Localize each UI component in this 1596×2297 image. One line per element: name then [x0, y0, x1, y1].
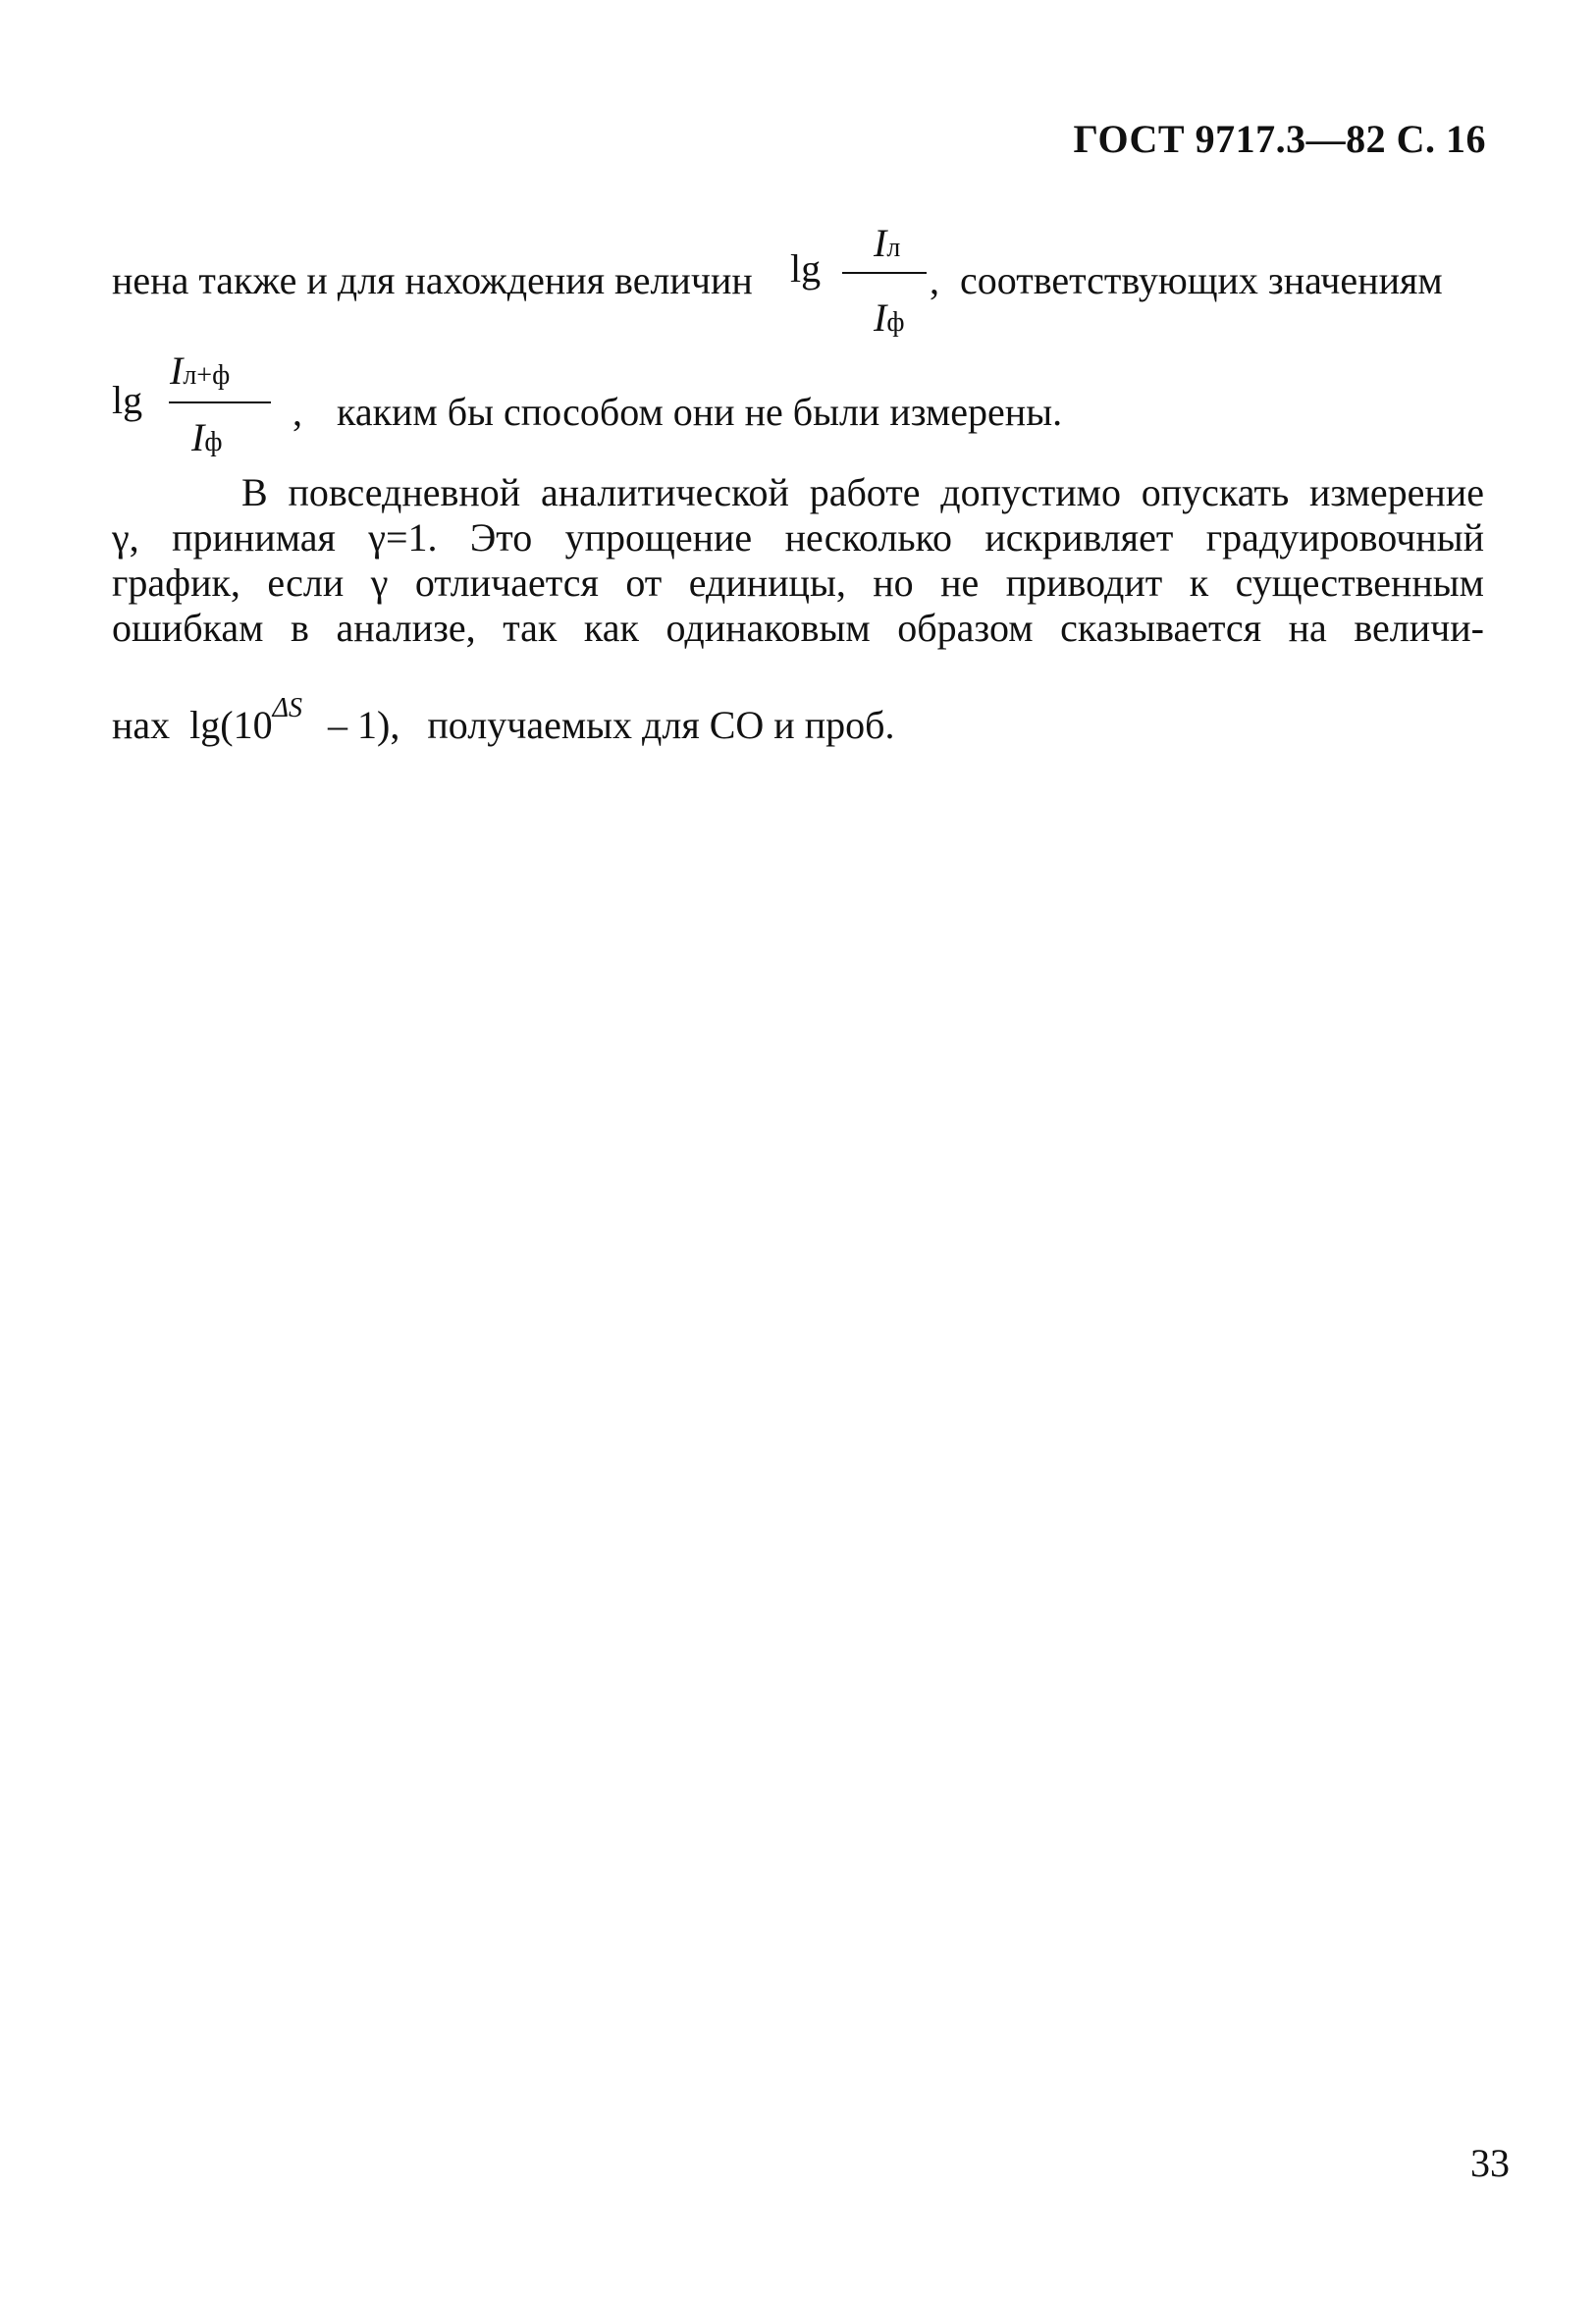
- line2-fraction-numerator: Iл+ф: [170, 348, 231, 393]
- line2-fraction-denominator: Iф: [191, 415, 223, 459]
- text-line-1: [112, 257, 753, 303]
- formula-lg: $\lg(10^{\Delta S} - 1)$,: [189, 693, 400, 747]
- document-header: ГОСТ 9717.3—82 С. 16: [1073, 117, 1486, 161]
- page-number: 33: [1470, 2141, 1510, 2185]
- line1-comma: ,: [930, 258, 939, 302]
- line1-text-after: соответствующих значениям: [960, 258, 1443, 302]
- line2-lg: lg: [112, 378, 143, 422]
- line1-fraction-denominator: Iф: [874, 295, 905, 340]
- formula-superscript: ΔS: [272, 693, 303, 723]
- paragraph-last-line: [112, 693, 894, 748]
- line1-fraction-numerator: Iл: [874, 221, 901, 265]
- paragraph-line-2: γ, принимая γ=1. Это упрощение несколько искривляет градуировочный: [112, 515, 1484, 560]
- paragraph-line-3: график, если γ отличается от единицы, но не приводит к существенным: [112, 561, 1484, 605]
- last-line-prefix: нах: [112, 703, 171, 747]
- line1-fraction-bar: [842, 272, 927, 274]
- last-line-suffix: получаемых для СО и проб.: [427, 703, 895, 747]
- line2-fraction-bar: [169, 401, 271, 403]
- line1-text-before: нена также и для нахождения величин: [112, 258, 753, 302]
- paragraph-line-1: В повседневной аналитической работе допустимо опускать измерение: [241, 470, 1484, 514]
- line2-text-after: каким бы способом они не были измерены.: [337, 390, 1063, 434]
- paragraph-line-4: ошибкам в анализе, так как одинаковым образом сказывается на величи-: [112, 606, 1484, 650]
- line1-lg: lg: [790, 246, 822, 291]
- line2-comma: ,: [293, 390, 302, 434]
